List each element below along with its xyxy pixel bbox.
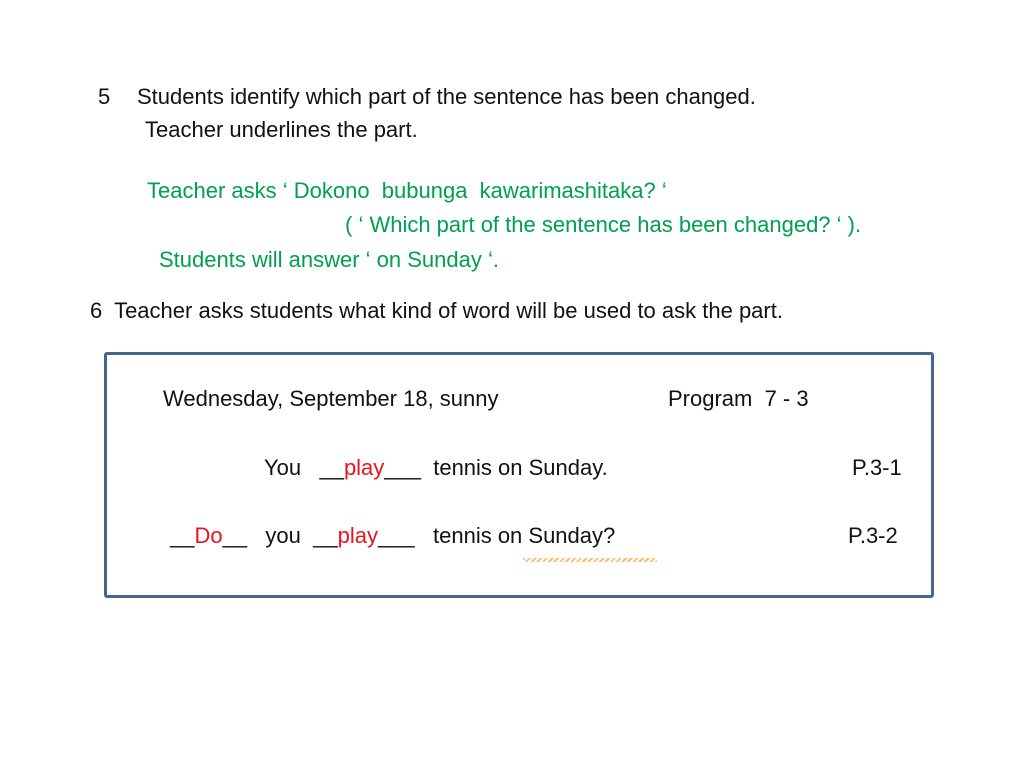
- step5-line2: Teacher underlines the part.: [145, 117, 418, 142]
- board-date: Wednesday, September 18, sunny: [163, 386, 499, 411]
- spellcheck-underline: [523, 558, 657, 562]
- step5-number: 5: [98, 84, 111, 109]
- student-answer: Students will answer ‘ on Sunday ‘.: [159, 247, 499, 272]
- board-program: Program 7 - 3: [668, 386, 809, 411]
- sentence1-answer: play: [343, 455, 385, 480]
- step5-line1: Students identify which part of the sentence has been changed.: [137, 84, 756, 109]
- sentence1-page: P.3-1: [852, 455, 902, 480]
- sentence1-end: ___ tennis on Sunday.: [384, 455, 608, 480]
- sentence1-start: You __: [264, 455, 344, 480]
- sentence2-page: P.3-2: [848, 523, 898, 548]
- step6-text: 6 Teacher asks students what kind of word will be used to ask the part.: [90, 298, 783, 323]
- question-translation: ( ‘ Which part of the sentence has been changed? ‘ ).: [345, 212, 862, 237]
- teacher-question: Teacher asks ‘ Dokono bubunga kawarimashitaka? ‘: [147, 178, 667, 203]
- sentence2-answer-play: play: [337, 523, 378, 548]
- sentence2: [170, 523, 615, 549]
- sentence2-middle: __ you __: [222, 523, 338, 548]
- sentence2-answer-do: Do: [194, 523, 223, 548]
- sentence2-end: ___ tennis on Sunday?: [377, 523, 616, 548]
- sentence2-blank1-start: __: [170, 523, 195, 548]
- sentence1: [264, 455, 608, 481]
